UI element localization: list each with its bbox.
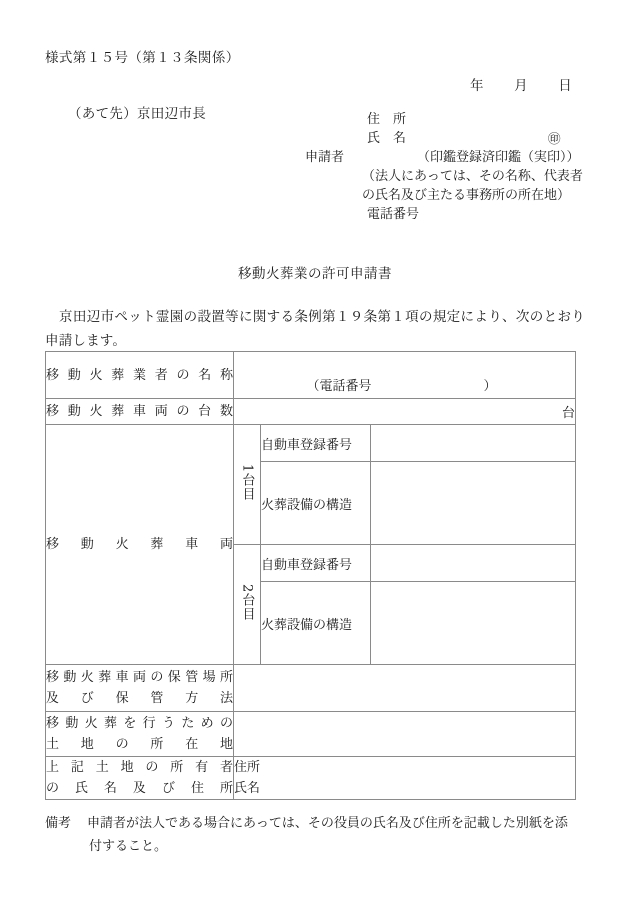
table-row-operator-name (46, 352, 576, 399)
remark-head: 備考 (45, 816, 72, 831)
label-land-owner-line-2: の氏名及び住所 (46, 781, 233, 796)
label-storage (46, 665, 234, 712)
form-number: 様式第１５号（第１３条関係） (45, 50, 240, 66)
table-row-vehicle1-registration (46, 425, 576, 462)
applicant-address-row (305, 110, 605, 129)
label-vehicle2-structure: 火葬設備の構造 (261, 582, 371, 665)
table-row-storage (46, 665, 576, 712)
applicant-seal-note: （印鑑登録済印鑑（実印）） (417, 150, 580, 165)
label-land-location-line-1: 移動火葬を行うための (46, 716, 233, 731)
label-storage-line-1: 移動火葬車両の保管場所 (46, 670, 233, 685)
page-title: 移動火葬業の許可申請書 (238, 266, 392, 282)
label-vehicle-unit-1 (234, 425, 261, 545)
applicant-phone-label: 電話番号 (367, 207, 420, 222)
field-land-location[interactable] (234, 712, 576, 757)
addressee: （あて先）京田辺市長 (68, 106, 206, 122)
label-vehicle2-registration: 自動車登録番号 (261, 545, 371, 582)
field-storage[interactable] (234, 665, 576, 712)
applicant-phone-row (305, 205, 605, 224)
vehicle-count-unit: 台 (562, 406, 576, 421)
vehicle-unit-2-ordinal: 2台目 (239, 583, 255, 622)
land-owner-name-label: 氏名 (234, 781, 261, 796)
label-land-owner-line-1: 上記土地の所有者 (46, 760, 233, 775)
field-operator-name[interactable] (234, 352, 576, 399)
label-land-location-line-2: 土地の所在地 (46, 737, 233, 752)
date-year-label: 年 (470, 78, 484, 94)
applicant-corporate-note-2: の氏名及び主たる事務所の所在地） (362, 188, 571, 203)
applicant-seal-note-row (305, 148, 605, 167)
label-land-owner (46, 757, 234, 800)
date-line (470, 74, 572, 94)
label-vehicle1-structure: 火葬設備の構造 (261, 462, 371, 545)
vehicle-unit-1-ordinal: 1台目 (239, 463, 255, 502)
table-row-land-owner (46, 757, 576, 800)
label-vehicle1-registration: 自動車登録番号 (261, 425, 371, 462)
applicant-corporate-note-1: （法人にあっては、その名称、代表者 (362, 169, 583, 184)
applicant-name-label: 氏 名 (367, 131, 407, 146)
field-vehicle1-registration[interactable] (371, 425, 576, 462)
table-row-land-location (46, 712, 576, 757)
operator-phone-hint (234, 375, 575, 398)
applicant-corporate-note-row-1 (305, 167, 605, 186)
field-vehicle-count[interactable] (234, 399, 576, 425)
applicant-address-label: 住 所 (367, 112, 407, 127)
field-vehicle2-registration[interactable] (371, 545, 576, 582)
field-vehicle1-structure[interactable] (371, 462, 576, 545)
phone-close-label: ） (483, 379, 497, 394)
remark-note (45, 812, 585, 858)
label-vehicle-count: 移動火葬車両の台数 (46, 399, 234, 425)
applicant-word: 申請者 (305, 150, 345, 165)
table-row-vehicle-count (46, 399, 576, 425)
field-vehicle2-structure[interactable] (371, 582, 576, 665)
land-owner-address-label: 住所 (234, 760, 261, 775)
application-form-table (45, 351, 576, 800)
remark-line-1: 申請者が法人である場合にあっては、その役員の氏名及び住所を記載した別紙を添 (87, 816, 568, 831)
date-day-label: 日 (558, 78, 572, 94)
applicant-name-row (305, 129, 605, 148)
label-vehicles: 移動火葬車両 (46, 425, 234, 665)
seal-mark-icon: ㊞ (548, 131, 561, 146)
applicant-corporate-note-row-2 (305, 186, 605, 205)
field-land-owner[interactable] (234, 757, 576, 800)
phone-open-label: （電話番号 (306, 379, 372, 394)
date-month-label: 月 (514, 78, 528, 94)
label-land-location (46, 712, 234, 757)
remark-line-2: 付すること。 (89, 839, 168, 854)
applicant-block (305, 110, 605, 224)
label-storage-line-2: 及び保管方法 (46, 691, 233, 706)
label-operator-name: 移動火葬業者の名称 (46, 352, 234, 399)
intro-paragraph: 京田辺市ペット霊園の設置等に関する条例第１９条第１項の規定により、次のとおり申請します。 (45, 309, 585, 349)
label-vehicle-unit-2 (234, 545, 261, 665)
